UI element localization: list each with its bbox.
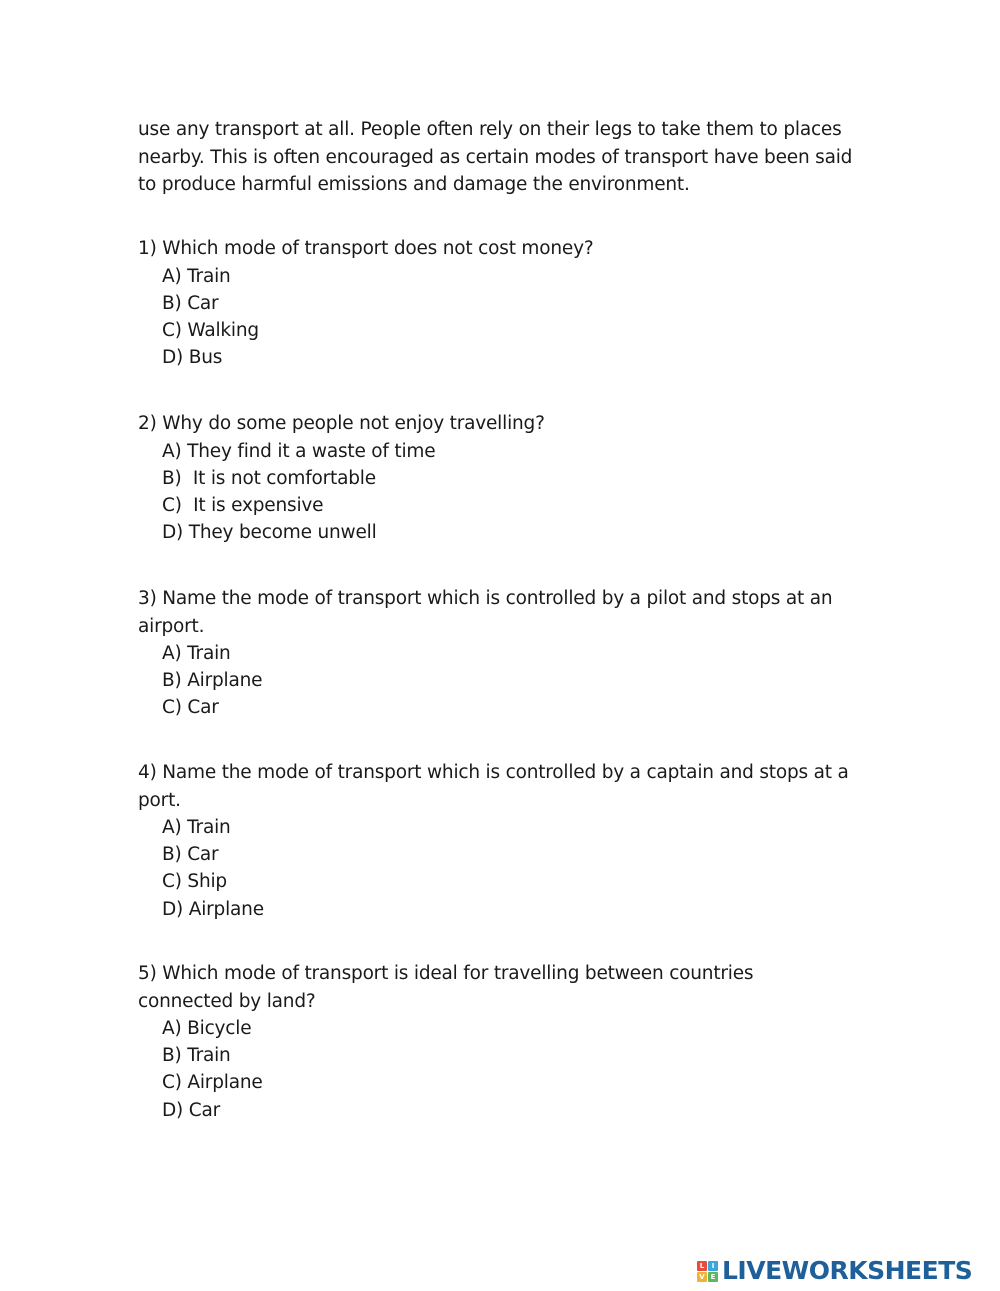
options-list (138, 1015, 878, 1124)
logo-letter: V (697, 1272, 707, 1282)
intro-line: to produce harmful emissions and damage the environment. (138, 174, 690, 195)
question-text-line: airport. (138, 615, 205, 637)
question-1 (138, 235, 878, 371)
logo-text: LIVEWORKSHEETS (722, 1256, 973, 1285)
question-5 (138, 960, 878, 1124)
intro-line: nearby. This is often encouraged as certain modes of transport have been said (138, 146, 853, 168)
option-d[interactable]: D) Car (162, 1099, 221, 1121)
liveworksheets-logo (697, 1256, 972, 1286)
option-a[interactable]: A) Train (162, 817, 231, 838)
options-list (138, 263, 878, 372)
question-text-line: 3) Name the mode of transport which is controlled by a pilot and stops at an (138, 588, 833, 609)
question-3 (138, 585, 878, 722)
question-4 (138, 759, 878, 923)
option-b[interactable]: B) Airplane (162, 670, 263, 692)
option-c[interactable]: C) Airplane (162, 1072, 263, 1094)
logo-letter: E (708, 1272, 718, 1282)
option-c[interactable]: C) It is expensive (162, 494, 324, 516)
option-c[interactable]: C) Ship (162, 871, 227, 893)
logo-letter: I (708, 1261, 718, 1271)
option-b[interactable]: B) It is not comfortable (162, 467, 376, 489)
intro-paragraph (138, 116, 878, 199)
options-list (138, 640, 878, 722)
option-c[interactable]: C) Car (162, 697, 219, 719)
option-b[interactable]: B) Train (162, 1045, 231, 1067)
option-b[interactable]: B) Car (162, 844, 219, 866)
option-a[interactable]: A) Train (162, 265, 231, 287)
intro-line: use any transport at all. People often rely on their legs to take them to places (138, 119, 842, 140)
question-text: 1) Which mode of transport does not cost money? (138, 238, 594, 259)
options-list (138, 438, 878, 547)
option-b[interactable]: B) Car (162, 292, 219, 314)
option-a[interactable]: A) They find it a waste of time (162, 440, 436, 462)
question-text-line: 5) Which mode of transport is ideal for travelling between countries (138, 963, 754, 984)
option-d[interactable]: D) Airplane (162, 898, 264, 920)
logo-letter: L (697, 1261, 707, 1271)
logo-badge-icon (697, 1261, 718, 1282)
option-d[interactable]: D) Bus (162, 347, 223, 369)
question-text-line: connected by land? (138, 990, 316, 1012)
question-2 (138, 410, 878, 546)
options-list (138, 814, 878, 923)
option-d[interactable]: D) They become unwell (162, 522, 377, 544)
option-a[interactable]: A) Train (162, 643, 231, 664)
option-c[interactable]: C) Walking (162, 319, 259, 341)
question-text-line: 4) Name the mode of transport which is controlled by a captain and stops at a (138, 762, 849, 783)
question-text-line: port. (138, 789, 181, 811)
question-text: 2) Why do some people not enjoy travelling? (138, 413, 545, 434)
option-a[interactable]: A) Bicycle (162, 1018, 252, 1039)
